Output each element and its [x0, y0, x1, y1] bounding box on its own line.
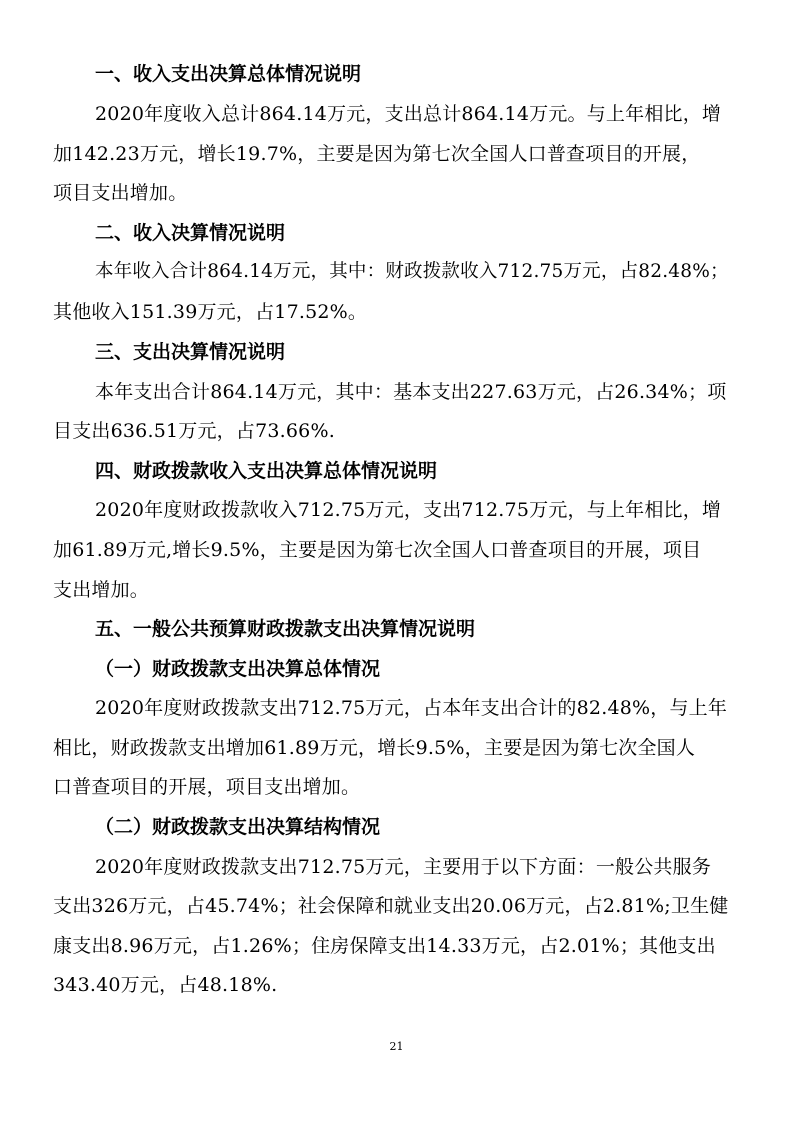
paragraph-line: 支出326万元，占45.74%；社会保障和就业支出20.06万元，占2.81%;卫生健 — [53, 895, 729, 917]
page-number: 21 — [389, 1040, 404, 1053]
section-heading-4: 四、财政拨款收入支出决算总体情况说明 — [95, 460, 438, 482]
paragraph-line: 343.40万元，占48.18%. — [53, 974, 278, 996]
paragraph-line: 2020年度财政拨款收入712.75万元，支出712.75万元，与上年相比，增 — [95, 499, 722, 521]
subsection-heading-1: （一）财政拨款支出决算总体情况 — [95, 658, 381, 680]
paragraph-line: 加142.23万元，增长19.7%，主要是因为第七次全国人口普查项目的开展， — [53, 143, 701, 165]
paragraph-line: 康支出8.96万元，占1.26%；住房保障支出14.33万元，占2.01%；其他支出 — [53, 935, 716, 957]
paragraph-line: 2020年度收入总计864.14万元，支出总计864.14万元。与上年相比，增 — [95, 103, 722, 125]
paragraph-line: 本年收入合计864.14万元，其中：财政拨款收入712.75万元，占82.48%； — [95, 261, 729, 282]
section-heading-2: 二、收入决算情况说明 — [95, 222, 286, 244]
subsection-heading-2: （二）财政拨款支出决算结构情况 — [95, 816, 381, 838]
paragraph-line: 口普查项目的开展，项目支出增加。 — [53, 776, 361, 798]
paragraph-line: 项目支出增加。 — [53, 182, 188, 204]
paragraph-line: 2020年度财政拨款支出712.75万元，占本年支出合计的82.48%，与上年 — [95, 697, 728, 719]
paragraph-line: 目支出636.51万元，占73.66%. — [53, 420, 335, 442]
paragraph-line: 本年支出合计864.14万元，其中：基本支出227.63万元，占26.34%；项 — [95, 381, 727, 403]
paragraph-line: 支出增加。 — [53, 579, 150, 601]
paragraph-line: 其他收入151.39万元，占17.52%。 — [53, 301, 368, 323]
paragraph-line: 2020年度财政拨款支出712.75万元，主要用于以下方面：一般公共服务 — [95, 856, 712, 878]
paragraph-line: 加61.89万元,增长9.5%，主要是因为第七次全国人口普查项目的开展，项目 — [53, 539, 702, 561]
section-heading-3: 三、支出决算情况说明 — [95, 341, 286, 363]
section-heading-1: 一、收入支出决算总体情况说明 — [95, 63, 362, 85]
section-heading-5: 五、一般公共预算财政拨款支出决算情况说明 — [95, 618, 476, 640]
paragraph-line: 相比，财政拨款支出增加61.89万元，增长9.5%，主要是因为第七次全国人 — [53, 737, 696, 759]
